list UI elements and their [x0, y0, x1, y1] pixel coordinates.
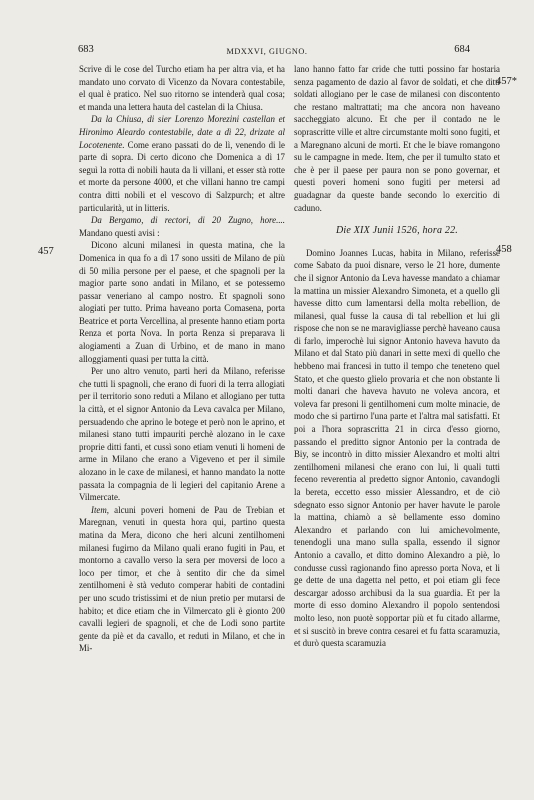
margin-note-left: 457 — [38, 246, 54, 257]
paragraph-text: Scrive di le cose del Turcho etiam ha per altra via, et ha mandato uno corvato di Vicenzo da Novara contestabile, el qual è pratico. Nel suo ritorno se intenderà qual cosa; et manda una lettera hauta del castelan di la Chiusa. — [79, 64, 285, 112]
paragraph-text: Mandano questi avisi : — [79, 227, 160, 238]
paragraph — [79, 214, 285, 239]
paragraph — [79, 63, 285, 113]
paragraph-text: lano hanno fatto far cride che tutti possino far hostaria senza pagamento de dazio al favor de soldati, et che ditti soldati allogiano per le case de milanesi con discontento che restano maltrattati; ma che ancora non haveano saccheggiato alcuno. Et che per il contado ne le soprascritte ville et altre circumstante molti sono fugiti, et a Maregnano alcuni de morti. Et che le biave romangono su le campagne in mede. Item, che per il tumulto stato et che è per il paese per paura non se pono governar, et questi poveri homeni sono fugiti per metersi ad guadagnar da queste bande secondo lo exercitio di caduno. — [294, 64, 500, 213]
margin-note-right: 458 — [496, 244, 512, 255]
paragraph — [294, 247, 500, 650]
paragraph-text: Dicono alcuni milanesi in questa matina, che la Domenica in qua fo a dì 17 sono ussiti de Milano de più di 50 milia persone per el paese, et che spagnoli per la magior parte sono andati in Milano, et se potessemo passar veneriano al campo nostro. Et spagnoli sono alogiati per tutto. Prima haveano porta Comasena, porta Beatrice et porta Vercellina, al presente hanno etiam porta Renza et porta Nova. In porta Renza si preparava li alogiamenti a Zuan di Urbino, et de mano in mano alloggiamenti quasi per tutta la città. — [79, 240, 285, 364]
italic-lead: Item, — [91, 504, 109, 515]
paragraph — [294, 63, 500, 214]
right-text-column — [294, 63, 500, 650]
paragraph — [79, 365, 285, 504]
paragraph-text: alcuni poveri homeni de Pau de Trebian et Maregnan, venuti in questa hora qui, partino questa matina da Mera, dicono che heri alcuni zentilhomeni milanesi fugirno da Milano quali erano fugiti in Pau, et montorno a cavallo verso la sera per moversi de loco a loco per timor, et che à sentito dir che da simel zentilhomeni è stà veduto comperar habiti de contadini per uno scudo tristissimi et de niun pretio per mutarsi de habito; et dice etiam che in Vilmercato gli è gionto 200 cavalli legieri de spagnoli, et che de Lodi sono partite gente da piè et da cavallo, et reduti in Milano, et che in Mi- — [79, 504, 285, 654]
section-heading: Die XIX Junii 1526, hora 22. — [336, 225, 458, 237]
paragraph-text: Per uno altro venuto, parti heri da Milano, referisse che tutti li spagnoli, che erano di fuori di la terra allogiati per il territorio sono reduti a Milano et allogiano per tutta la città, et el signor Antonio da Leva cavalca per Milano, persuadendo che aprino le botege et però non le aprino, et milanesi stano tutti impauriti perchè alozano in le caxe proprie ditti fanti, et cussì sono etiam venuti li homeni de arme in Milano che erano a Vigeveno et per il simile alozano in le caxe de milanesi, et hanno mandato la notte passata la compagnia de li legieri del capitanio Arene a Vilmercate. — [79, 366, 285, 503]
paragraph-text: Domino Joannes Lucas, habita in Milano, referisse come Sabato da puoi disnare, verso le 21 hore, dumente che il signor Antonio da Leva havesse mandato a chiamar la mattina un missier Alexandro Simoneta, et a quello gli havesse ditto cum lamentarsi della molta rebellion, de milanesi, qual fusse la causa di tal rebellion et lui gli rispose che non se ne maravigliasse perchè haveano causa di farlo, imperochè lui signor Antonio haveva havuto da Milano et dal Stato più danari in sette mexi di quello che hebbeno mai francesi in tutto il tempo che teneteno quel Stato, et che questo glielo provaria et che non obstante li molti danari che haveva havuto ne voleva ancora, et voleva far presoni li gentilhomeni cum molte minacie, de modo che si partirno l'una parte et l'altra mal satisfatti. Et poi a l'hora soprascritta 21 in circa d'esso giorno, passando el preditto signor Antonio per la contrada de Biy, se incontrò in ditto missier Alexandro et molti altri zentilhomeni milanesi che erano con lui, li quali tutti feceno reverentia al predetto signor Antonio, cavandogli la bereta, eccetto esso missier Alessandro, et de ciò sdegnato esso signor Antonio per haver havute le parole la mattina, chiamò a sè bellamente esso domino Alexandro et parlando con lui amichevolmente, tenendogli una mano sulla spalla, essendo il signor Antonio a cavallo, et ditto domino Alexandro a piè, lo condusse cussì ragionando fino apresso porta Nova, et li ge dette de una dagetta nel petto, et poi etiam gli fece descargar adosso archibusi da la sua guardia. Et per la morte di esso domino Alexandro il popolo sentendosi molto leso, non puotè sopportar più et fu citado allarme, et si suscitò in breve contra cesarei et fu fatta scaramuzia, et durò questa scaramuzia — [294, 247, 501, 649]
paragraph-text: Come erano passati do de lì, venendo di le parte di sopra. Di certo dicono che Domenica a dì 17 seguì la rotta di nobili hauta da li villani, et esser stà rotte et morte da persone 4000, et che villani hanno tre campi contra ditti nobili et el vescovo di Salzpurch; et altre particularità, ut in litteris. — [79, 139, 285, 213]
margin-note-top-right: 457* — [496, 76, 517, 87]
italic-lead: Da la Chiusa, di sier Lorenzo Morezini castellan et Hironimo Aleardo contestabile, date a dì 22, drizate al Locotenente. — [79, 114, 285, 150]
page-number-left: 683 — [78, 44, 94, 55]
italic-lead: Da Bergamo, di rectori, di 20 Zugno, hore.... — [91, 215, 285, 226]
page-number-right: 684 — [454, 44, 470, 55]
paragraph — [79, 113, 285, 214]
running-title: MDXXVI, GIUGNO. — [226, 47, 308, 56]
left-text-column — [79, 63, 285, 655]
paragraph — [79, 239, 285, 365]
paragraph — [79, 504, 285, 655]
